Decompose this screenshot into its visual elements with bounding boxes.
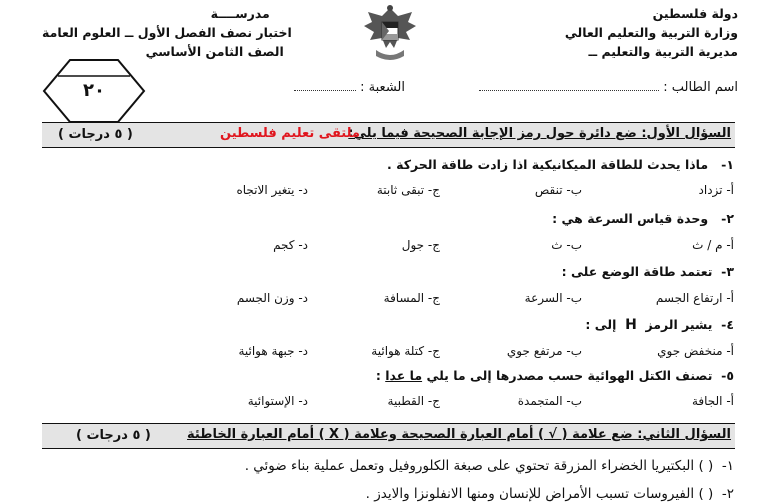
- section2-header: [42, 423, 735, 449]
- student-name-label: اسم الطالب :: [663, 80, 738, 95]
- q4-option-b[interactable]: ب- مرتفع جوي: [506, 344, 582, 358]
- q2-option-c[interactable]: ج- جول: [401, 238, 440, 252]
- tf-statement-2: ٢- ( ) الفيروسات تسبب الأمراض للإنسان ومنها الانفلونزا والايدز .: [365, 486, 734, 502]
- tf-statement-1: ١- ( ) البكتيريا الخضراء المزرقة تحتوي على صبغة الكلوروفيل وتعمل عملية بناء ضوئي .: [244, 458, 734, 474]
- section2-title: السؤال الثاني: ضع علامة ( √ ) أمام العبارة الصحيحة وعلامة ( X ) أمام العبارة الخاطئة: [187, 427, 731, 442]
- q2-option-a[interactable]: أ- م / ث: [692, 238, 734, 252]
- student-name-line[interactable]: [479, 80, 659, 91]
- tf-answer-1[interactable]: ( ): [698, 458, 714, 474]
- question-5: ٥- تصنف الكتل الهوائية حسب مصدرها إلى ما يلي ما عدا :: [375, 368, 734, 383]
- q1-option-a[interactable]: أ- تزداد: [698, 183, 734, 197]
- q5-option-c[interactable]: ج- القطبية: [387, 394, 440, 408]
- section-line[interactable]: [294, 80, 356, 91]
- q4-option-c[interactable]: ج- كتلة هوائية: [371, 344, 440, 358]
- question-1: ١- ماذا يحدث للطاقة الميكانيكية اذا زادت طاقة الحركة .: [387, 157, 734, 172]
- section1-degree: ( ٥ درجات ): [58, 127, 133, 142]
- q1-option-c[interactable]: ج- تبقى ثابتة: [376, 183, 440, 197]
- header-country: دولة فلسطين: [652, 6, 738, 21]
- header-ministry: وزارة التربية والتعليم العالي: [564, 25, 738, 40]
- q3-option-d[interactable]: د- وزن الجسم: [236, 291, 308, 305]
- section-field[interactable]: [294, 80, 405, 95]
- q1-option-d[interactable]: د- يتغير الاتجاه: [236, 183, 308, 197]
- section1-title: السؤال الأول: ضع دائرة حول رمز الإجابة الصحيحة فيما يلي:: [348, 126, 731, 141]
- header-directorate: مديرية التربية والتعليم ــ: [588, 44, 738, 59]
- palestine-emblem-icon: [360, 2, 420, 66]
- header-school: مدرســــة: [210, 6, 270, 21]
- q2-option-d[interactable]: د- كجم: [273, 238, 308, 252]
- section-label: الشعبة :: [360, 80, 405, 95]
- question-2: ٢- وحدة قياس السرعة هي :: [552, 211, 734, 226]
- q3-option-a[interactable]: أ- ارتفاع الجسم: [655, 291, 734, 305]
- section1-brand: ملتقى تعليم فلسطين: [220, 126, 360, 141]
- q5-option-b[interactable]: ب- المتجمدة: [517, 394, 582, 408]
- header-right: [565, 4, 738, 61]
- q5-option-a[interactable]: أ- الجافة: [691, 394, 734, 408]
- header-grade: الصف الثامن الأساسي: [145, 44, 284, 59]
- header-left: [42, 4, 292, 61]
- q2-option-b[interactable]: ب- ث: [551, 238, 582, 252]
- q5-option-d[interactable]: د- الإستوائية: [247, 394, 308, 408]
- q4-option-a[interactable]: أ- منخفض جوي: [657, 344, 734, 358]
- tf-answer-2[interactable]: ( ): [698, 486, 714, 502]
- score-total: ٢٠: [83, 80, 105, 101]
- section1-header: [42, 122, 735, 148]
- question-4: ٤- يشير الرمز H إلى :: [585, 317, 734, 333]
- header-exam-title: اختبار نصف الفصل الأول ــ العلوم العامة: [42, 25, 292, 40]
- section2-degree: ( ٥ درجات ): [76, 428, 151, 443]
- q4-option-d[interactable]: د- جبهة هوائية: [238, 344, 308, 358]
- question-3: ٣- تعتمد طاقة الوضع على :: [561, 264, 734, 279]
- q3-option-c[interactable]: ج- المسافة: [383, 291, 440, 305]
- student-name-field[interactable]: [479, 80, 738, 95]
- q3-option-b[interactable]: ب- السرعة: [524, 291, 582, 305]
- q1-option-b[interactable]: ب- تنقص: [534, 183, 582, 197]
